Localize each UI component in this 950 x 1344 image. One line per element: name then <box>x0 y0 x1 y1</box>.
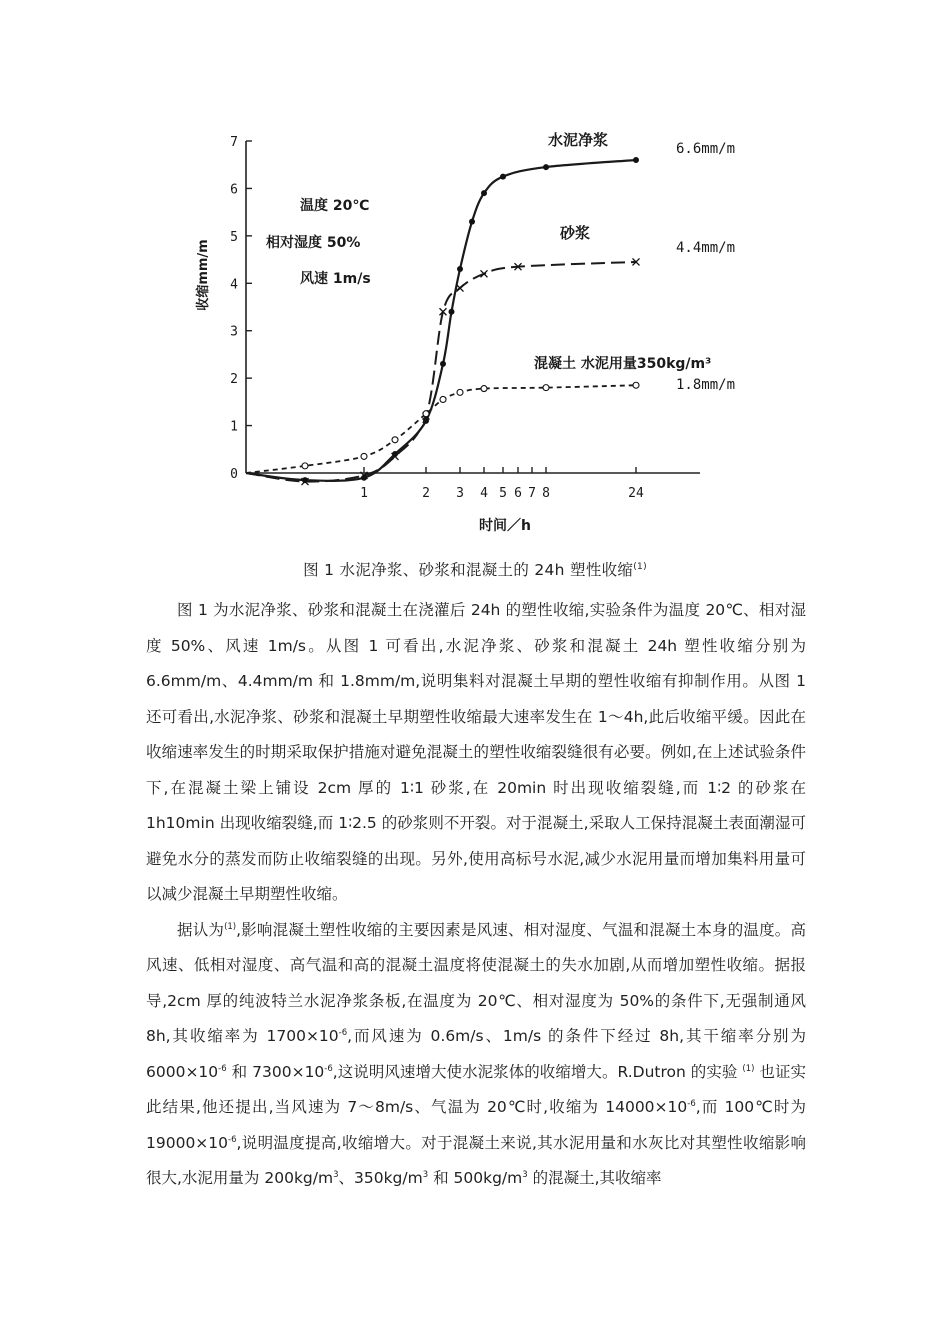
figure-caption-text: 图 1 水泥净浆、砂浆和混凝土的 24h 塑性收缩 <box>303 561 634 579</box>
y-axis-label: 收缩mm/m <box>196 239 211 311</box>
data-point-concrete <box>457 389 463 395</box>
x-tick-label: 7 <box>528 486 536 501</box>
x-tick-label: 8 <box>542 486 550 501</box>
annotation-temperature: 温度 20℃ <box>300 198 370 214</box>
data-point-paste <box>633 157 639 163</box>
x-tick-label: 3 <box>456 486 464 501</box>
series-label-concrete: 混凝土 水泥用量350kg/m³ <box>534 356 712 372</box>
data-point-mortar <box>457 285 464 292</box>
x-tick-label: 6 <box>514 486 522 501</box>
data-point-paste <box>440 361 446 367</box>
figure-caption <box>0 558 950 580</box>
data-point-concrete <box>440 396 446 402</box>
data-point-paste <box>543 164 549 170</box>
data-point-concrete <box>392 437 398 443</box>
y-tick-label: 3 <box>230 324 238 340</box>
y-tick-label: 1 <box>230 419 238 435</box>
x-tick-label: 1 <box>360 486 368 501</box>
data-point-concrete <box>302 463 308 469</box>
y-axis-ticks <box>230 135 252 482</box>
x-tick-label: 4 <box>480 486 488 501</box>
shrinkage-chart <box>0 0 950 560</box>
x-tick-label: 24 <box>628 486 644 501</box>
x-axis-ticks <box>360 467 644 501</box>
x-tick-label: 2 <box>422 486 430 501</box>
end-label-mortar: 4.4mm/m <box>676 240 736 256</box>
figure-caption-ref: (1) <box>633 562 647 572</box>
y-tick-label: 6 <box>230 182 238 198</box>
data-point-concrete <box>543 385 549 391</box>
citation-ref: (1) <box>742 1063 755 1074</box>
data-point-concrete <box>633 382 639 388</box>
y-tick-label: 5 <box>230 229 238 245</box>
series-label-paste: 水泥净浆 <box>548 131 609 149</box>
y-tick-label: 0 <box>230 467 238 482</box>
series-label-mortar: 砂浆 <box>560 224 591 242</box>
end-label-concrete: 1.8mm/m <box>676 377 736 393</box>
x-axis-label: 时间／h <box>479 518 531 534</box>
paragraph-1: 图 1 为水泥净浆、砂浆和混凝土在浇灌后 24h 的塑性收缩,实验条件为温度 20℃、相对湿度 50%、风速 1m/s。从图 1 可看出,水泥净浆、砂浆和混凝土 24h 塑性收缩分别为 6.6mm/m、4.4mm/m 和 1.8mm/m,说明集料对混凝土早期的塑性收缩有抑制作用。从图 1 还可看出,水泥净浆、砂浆和混凝土早期塑性收缩最大速率发生在 1～4h,此后收缩平缓。因此在收缩速率发生的时期采取保护措施对避免混凝土的塑性收缩裂缝很有必要。例如,在上述试验条件下,在混凝土梁上铺设 2cm 厚的 1∶1 砂浆,在 20min 时出现收缩裂缝,而 1∶2 的砂浆在 1h10min 出现收缩裂缝,而 1∶2.5 的砂浆则不开裂。对于混凝土,采取人工保持混凝土表面潮湿可避免水分的蒸发而防止收缩裂缝的出现。另外,使用高标号水泥,减少水泥用量而增加集料用量可以减少混凝土早期塑性收缩。 <box>146 601 806 903</box>
data-point-paste <box>457 266 463 272</box>
data-point-paste <box>469 219 475 225</box>
data-point-concrete <box>481 386 487 392</box>
citation-ref: (1) <box>224 921 237 932</box>
annotation-wind: 风速 1m/s <box>300 271 371 287</box>
annotation-humidity: 相对湿度 50% <box>266 235 361 251</box>
y-tick-label: 7 <box>230 135 238 150</box>
article-body <box>146 593 806 1197</box>
y-tick-label: 2 <box>230 372 238 388</box>
data-point-paste <box>481 190 487 196</box>
data-point-concrete <box>361 453 367 459</box>
end-label-paste: 6.6mm/m <box>676 141 736 157</box>
x-tick-label: 5 <box>499 486 507 501</box>
data-point-paste <box>500 174 506 180</box>
paragraph-2: 据认为$^{(1)}$,影响混凝土塑性收缩的主要因素是风速、相对湿度、气温和混凝土本身的温度。高风速、低相对湿度、高气温和高的混凝土温度将使混凝土的失水加剧,从而增加塑性收缩。据报导,2cm 厚的纯波特兰水泥净浆条板,在温度为 20℃、相对湿度为 50%的条件下,无强制通风 8h,其收缩率为 $1700\times 10^{-6}$,而风速为 0.6m/s、1m/s 的条件下经过 8h,其干缩率分别为 $6000\times 10^{-6}$ 和 $7300\times 10^{-6}$,这说明风速增大使水泥浆体的收缩增大。R.Dutron 的实验 $^{(1)}$ 也证实此结果,他还提出,当风速为 7～8m/s、气温为 20℃时,收缩为 $14000\times 10^{-6}$,而 100℃时为 $19000\times 10^{-6}$,说明温度提高,收缩增大。对于混凝土来说,其水泥用量和水灰比对其塑性收缩影响很大,水泥用量为 $200kg/m^3$、$350kg/m^3$ 和 $500kg/m^3$ 的混凝土,其收缩率 <box>146 920 806 1187</box>
y-tick-label: 4 <box>230 277 238 293</box>
data-point-concrete <box>423 411 429 417</box>
data-point-paste <box>449 309 455 315</box>
chart-axes <box>246 141 700 473</box>
